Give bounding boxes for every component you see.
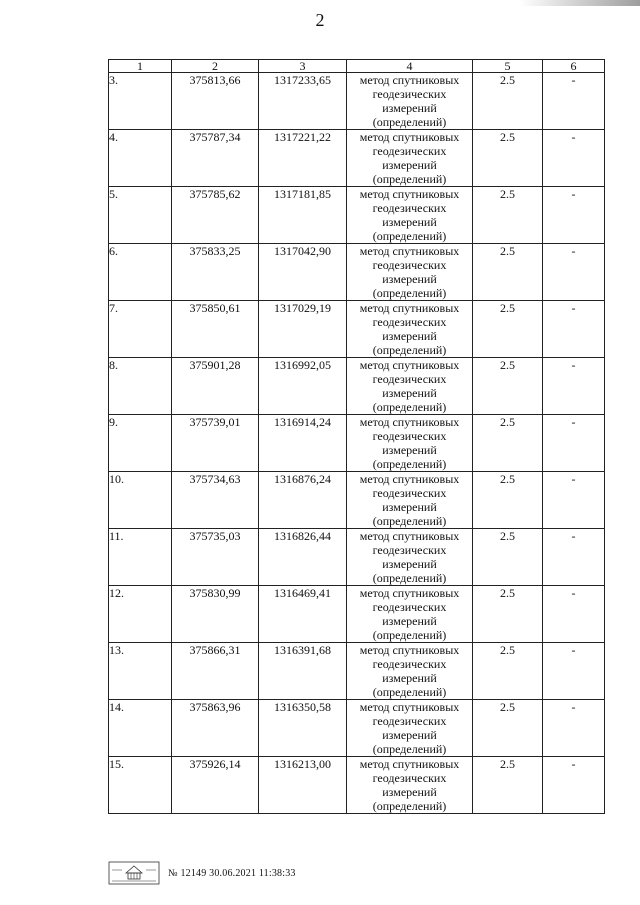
method-line: метод спутниковых: [359, 301, 460, 315]
header-col-6: 6: [543, 60, 605, 73]
method-line: метод спутниковых: [359, 700, 460, 714]
point-number-cell: 5.: [109, 187, 172, 244]
method-line: геодезических: [372, 543, 447, 557]
note-cell: -: [543, 700, 605, 757]
document-footer: [108, 860, 296, 886]
header-col-5: 5: [473, 60, 543, 73]
y-coordinate-cell: 1316826,44: [259, 529, 347, 586]
method-line: измерений: [382, 614, 437, 628]
point-number-cell: 8.: [109, 358, 172, 415]
point-number-cell: 6.: [109, 244, 172, 301]
y-coordinate-cell: 1316876,24: [259, 472, 347, 529]
x-coordinate-cell: 375813,66: [172, 73, 259, 130]
method-line: (определений): [372, 799, 447, 813]
accuracy-cell: 2.5: [473, 757, 543, 814]
method-line: (определений): [372, 685, 447, 699]
accuracy-cell: 2.5: [473, 187, 543, 244]
method-line: метод спутниковых: [359, 529, 460, 543]
accuracy-cell: 2.5: [473, 73, 543, 130]
y-coordinate-cell: 1317221,22: [259, 130, 347, 187]
table-row: [109, 757, 605, 814]
method-cell: [347, 700, 473, 757]
note-cell: -: [543, 130, 605, 187]
y-coordinate-cell: 1316992,05: [259, 358, 347, 415]
method-line: геодезических: [372, 201, 447, 215]
note-cell: -: [543, 757, 605, 814]
scan-artifact: [520, 0, 640, 6]
x-coordinate-cell: 375850,61: [172, 301, 259, 358]
table-row: [109, 529, 605, 586]
table-row: [109, 187, 605, 244]
table-row: [109, 130, 605, 187]
table-body: [109, 73, 605, 814]
government-building-seal-icon: [108, 861, 160, 885]
method-line: метод спутниковых: [359, 187, 460, 201]
method-cell: [347, 73, 473, 130]
accuracy-cell: 2.5: [473, 415, 543, 472]
x-coordinate-cell: 375863,96: [172, 700, 259, 757]
method-line: (определений): [372, 628, 447, 642]
accuracy-cell: 2.5: [473, 130, 543, 187]
method-line: измерений: [382, 101, 437, 115]
y-coordinate-cell: 1316914,24: [259, 415, 347, 472]
method-line: (определений): [372, 571, 447, 585]
point-number-cell: 10.: [109, 472, 172, 529]
method-cell: [347, 301, 473, 358]
method-line: (определений): [372, 514, 447, 528]
note-cell: -: [543, 643, 605, 700]
y-coordinate-cell: 1316391,68: [259, 643, 347, 700]
method-line: геодезических: [372, 144, 447, 158]
x-coordinate-cell: 375833,25: [172, 244, 259, 301]
header-col-1: 1: [109, 60, 172, 73]
method-line: метод спутниковых: [359, 472, 460, 486]
note-cell: -: [543, 358, 605, 415]
method-line: геодезических: [372, 315, 447, 329]
method-line: геодезических: [372, 372, 447, 386]
method-line: геодезических: [372, 429, 447, 443]
point-number-cell: 15.: [109, 757, 172, 814]
method-cell: [347, 415, 473, 472]
method-line: метод спутниковых: [359, 73, 460, 87]
note-cell: -: [543, 73, 605, 130]
table-header-row: [109, 60, 605, 73]
y-coordinate-cell: 1317233,65: [259, 73, 347, 130]
table-row: [109, 472, 605, 529]
method-line: измерений: [382, 158, 437, 172]
method-line: (определений): [372, 172, 447, 186]
method-line: (определений): [372, 229, 447, 243]
y-coordinate-cell: 1317029,19: [259, 301, 347, 358]
method-line: метод спутниковых: [359, 757, 460, 771]
x-coordinate-cell: 375734,63: [172, 472, 259, 529]
point-number-cell: 12.: [109, 586, 172, 643]
method-line: метод спутниковых: [359, 244, 460, 258]
accuracy-cell: 2.5: [473, 244, 543, 301]
method-line: геодезических: [372, 657, 447, 671]
registration-stamp-text: № 12149 30.06.2021 11:38:33: [168, 867, 296, 879]
method-line: измерений: [382, 785, 437, 799]
method-line: геодезических: [372, 600, 447, 614]
accuracy-cell: 2.5: [473, 472, 543, 529]
point-number-cell: 9.: [109, 415, 172, 472]
method-line: метод спутниковых: [359, 358, 460, 372]
method-line: измерений: [382, 329, 437, 343]
method-line: измерений: [382, 671, 437, 685]
point-number-cell: 11.: [109, 529, 172, 586]
accuracy-cell: 2.5: [473, 586, 543, 643]
method-cell: [347, 643, 473, 700]
method-line: метод спутниковых: [359, 415, 460, 429]
point-number-cell: 4.: [109, 130, 172, 187]
point-number-cell: 13.: [109, 643, 172, 700]
method-cell: [347, 529, 473, 586]
header-col-4: 4: [347, 60, 473, 73]
method-line: (определений): [372, 742, 447, 756]
note-cell: -: [543, 244, 605, 301]
y-coordinate-cell: 1317042,90: [259, 244, 347, 301]
method-line: измерений: [382, 500, 437, 514]
table-row: [109, 415, 605, 472]
method-line: (определений): [372, 343, 447, 357]
x-coordinate-cell: 375901,28: [172, 358, 259, 415]
x-coordinate-cell: 375787,34: [172, 130, 259, 187]
table-row: [109, 73, 605, 130]
accuracy-cell: 2.5: [473, 643, 543, 700]
method-line: (определений): [372, 115, 447, 129]
x-coordinate-cell: 375735,03: [172, 529, 259, 586]
method-line: геодезических: [372, 771, 447, 785]
method-line: измерений: [382, 557, 437, 571]
table-row: [109, 301, 605, 358]
method-line: геодезических: [372, 87, 447, 101]
y-coordinate-cell: 1316213,00: [259, 757, 347, 814]
method-cell: [347, 757, 473, 814]
table-row: [109, 358, 605, 415]
y-coordinate-cell: 1317181,85: [259, 187, 347, 244]
note-cell: -: [543, 187, 605, 244]
method-line: измерений: [382, 386, 437, 400]
y-coordinate-cell: 1316469,41: [259, 586, 347, 643]
x-coordinate-cell: 375739,01: [172, 415, 259, 472]
note-cell: -: [543, 472, 605, 529]
method-line: измерений: [382, 728, 437, 742]
method-cell: [347, 244, 473, 301]
method-line: метод спутниковых: [359, 643, 460, 657]
method-line: (определений): [372, 400, 447, 414]
point-number-cell: 7.: [109, 301, 172, 358]
header-col-2: 2: [172, 60, 259, 73]
method-line: метод спутниковых: [359, 586, 460, 600]
x-coordinate-cell: 375926,14: [172, 757, 259, 814]
method-line: метод спутниковых: [359, 130, 460, 144]
point-number-cell: 14.: [109, 700, 172, 757]
accuracy-cell: 2.5: [473, 301, 543, 358]
method-line: геодезических: [372, 486, 447, 500]
note-cell: -: [543, 586, 605, 643]
x-coordinate-cell: 375866,31: [172, 643, 259, 700]
method-line: геодезических: [372, 714, 447, 728]
y-coordinate-cell: 1316350,58: [259, 700, 347, 757]
method-line: измерений: [382, 272, 437, 286]
method-line: (определений): [372, 286, 447, 300]
note-cell: -: [543, 529, 605, 586]
note-cell: -: [543, 301, 605, 358]
method-line: (определений): [372, 457, 447, 471]
coordinates-table: [108, 59, 605, 814]
point-number-cell: 3.: [109, 73, 172, 130]
note-cell: -: [543, 415, 605, 472]
method-cell: [347, 187, 473, 244]
method-cell: [347, 472, 473, 529]
table-row: [109, 700, 605, 757]
accuracy-cell: 2.5: [473, 700, 543, 757]
table-row: [109, 643, 605, 700]
method-cell: [347, 358, 473, 415]
accuracy-cell: 2.5: [473, 529, 543, 586]
table-row: [109, 586, 605, 643]
x-coordinate-cell: 375785,62: [172, 187, 259, 244]
method-line: геодезических: [372, 258, 447, 272]
table-row: [109, 244, 605, 301]
accuracy-cell: 2.5: [473, 358, 543, 415]
header-col-3: 3: [259, 60, 347, 73]
method-cell: [347, 586, 473, 643]
method-line: измерений: [382, 443, 437, 457]
x-coordinate-cell: 375830,99: [172, 586, 259, 643]
page-number: 2: [315, 10, 325, 30]
method-line: измерений: [382, 215, 437, 229]
method-cell: [347, 130, 473, 187]
